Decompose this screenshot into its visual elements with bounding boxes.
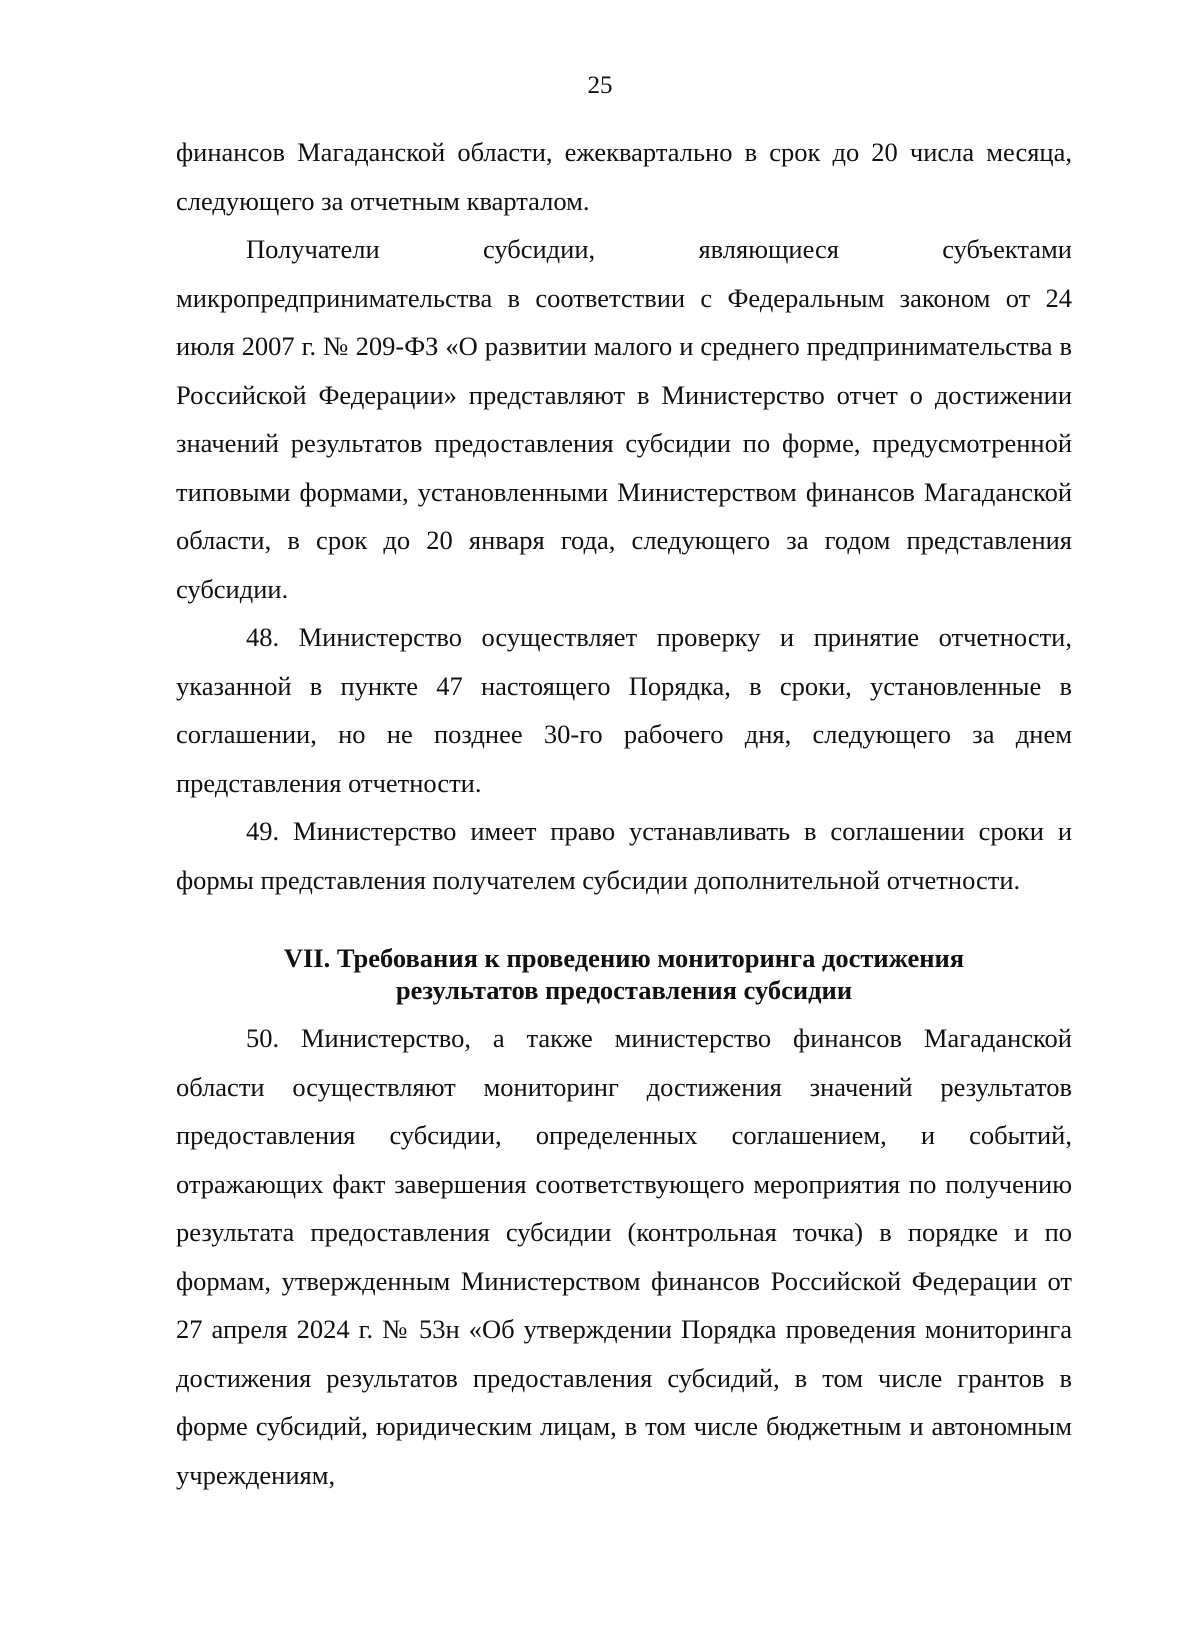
paragraph-micro-business-report: Получатели субсидии, являющиеся субъектами микропредпринимательства в соответствии с Федеральным законом от 24 июля 2007 г. № 209-ФЗ «О развитии малого и среднего предпринимательства в Российской Федерации» представляют в Министерство отчет о достижении значений результатов предоставления субсидии по форме, предусмотренной типовыми формами, установленными Министерством финансов Магаданской области, в срок до 20 января года, следующего за годом представления субсидии. [176,234,1072,604]
document-body [176,128,1072,1499]
paragraphs-before-heading [176,128,1072,904]
paragraphs-after-heading [176,1014,1072,1499]
paragraph-continuation: финансов Магаданской области, ежеквартально в срок до 20 числа месяца, следующего за отчетным кварталом. [176,137,1072,216]
page-number: 25 [587,72,613,99]
paragraph-50: 50. Министерство, а также министерство финансов Магаданской области осуществляют мониторинг достижения значений результатов предоставления субсидии, определенных соглашением, и событий, отражающих факт завершения соответствующего мероприятия по получению результата предоставления субсидии (контрольная точка) в порядке и по формам, утвержденным Министерством финансов Российской Федерации от 27 апреля 2024 г. № 53н «Об утверждении Порядка проведения мониторинга достижения результатов предоставления субсидий, в том числе грантов в форме субсидий, юридическим лицам, в том числе бюджетным и автономным учреждениям, [176,1023,1072,1490]
section-heading-line-1: VII. Требования к проведению мониторинга достижения [283,943,965,973]
paragraph-48: 48. Министерство осуществляет проверку и принятие отчетности, указанной в пункте 47 настоящего Порядка, в сроки, установленные в соглашении, но не позднее 30-го рабочего дня, следующего за днем представления отчетности. [176,622,1072,798]
paragraph-49: 49. Министерство имеет право устанавливать в соглашении сроки и формы представления получателем субсидии дополнительной отчетности. [176,816,1072,895]
section-heading-line-2: результатов предоставления субсидии [395,975,853,1005]
section-heading-vii [176,942,1072,1006]
